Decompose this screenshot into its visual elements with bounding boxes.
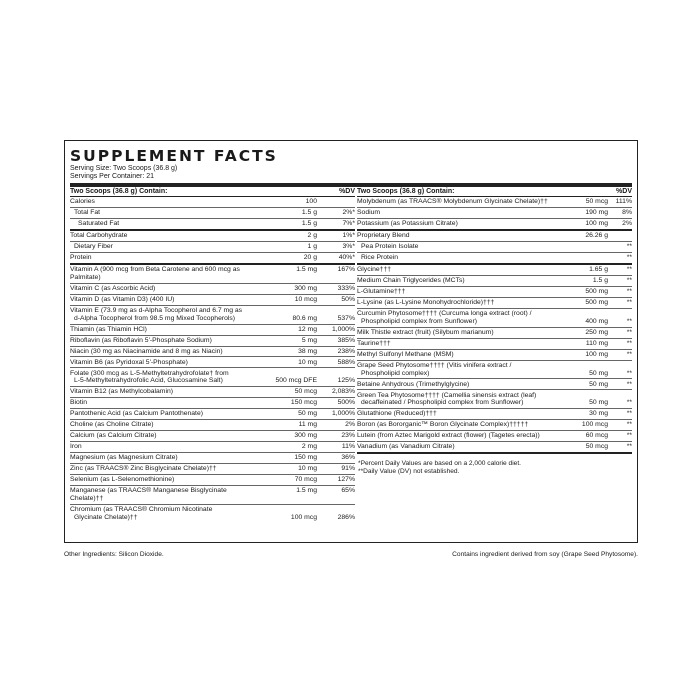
nutrient-amount: 11 mg <box>298 421 317 429</box>
nutrient-label <box>70 348 251 356</box>
nutrient-amount: 12 mg <box>298 325 317 333</box>
panel-title: SUPPLEMENT FACTS <box>70 147 278 165</box>
nutrient-label-line: Vitamin D (as Vitamin D3) (400 IU) <box>70 295 175 303</box>
nutrient-label-line: Vitamin A (900 mcg from Beta Carotene and 600 mcg as Palmitate) <box>70 266 240 281</box>
nutrient-daily-value: 588% <box>337 358 355 366</box>
nutrient-label-line: Niacin (30 mg as Niacinamide and 8 mg as Niacin) <box>70 347 223 355</box>
nutrient-label-line: Curcumin Phytosome†††† (Curcuma longa extract (root) / <box>357 310 532 318</box>
nutrient-daily-value: 500% <box>337 399 355 407</box>
nutrient-label <box>70 359 251 367</box>
nutrient-amount: 1.5 mg <box>296 487 317 495</box>
right-header-label: Two Scoops (36.8 g) Contain: <box>357 187 455 195</box>
nutrient-label <box>357 288 558 296</box>
nutrient-amount: 250 mg <box>585 328 608 336</box>
allergen-note: Contains ingredient derived from soy (Grape Seed Phytosome). <box>452 551 638 558</box>
nutrient-label-line: Potassium (as Potassium Citrate) <box>357 220 458 228</box>
nutrient-row <box>357 265 632 276</box>
nutrient-label <box>70 410 251 418</box>
nutrient-amount: 190 mg <box>585 209 608 217</box>
nutrient-row <box>357 208 632 219</box>
nutrient-daily-value: 167% <box>337 266 355 274</box>
nutrient-label <box>357 340 558 348</box>
nutrient-row <box>357 298 632 309</box>
nutrient-label <box>70 209 251 217</box>
nutrient-label <box>70 232 251 240</box>
nutrient-daily-value: 333% <box>337 284 355 292</box>
nutrient-daily-value: 23% <box>341 432 355 440</box>
nutrient-label <box>357 381 558 389</box>
nutrient-daily-value: ** <box>626 339 632 347</box>
nutrient-label-line: Vitamin E (73.9 mg as d-Alpha Tocopherol and 6.7 mg as <box>70 306 243 314</box>
nutrient-label-line: Pantothenic Acid (as Calcium Pantothenate) <box>70 410 203 418</box>
nutrient-row <box>70 219 355 231</box>
nutrient-label <box>70 432 251 440</box>
nutrient-daily-value: 3%* <box>342 243 355 251</box>
nutrient-label-line: decaffeinated / Phospholipid complex from Sunflower) <box>361 399 524 407</box>
nutrient-label <box>357 266 558 274</box>
nutrient-amount: 1.5 g <box>301 220 317 228</box>
nutrient-amount: 10 mcg <box>294 295 317 303</box>
nutrient-label <box>357 209 558 217</box>
nutrient-daily-value: ** <box>626 317 632 325</box>
nutrient-row <box>70 409 355 420</box>
right-rows <box>357 197 632 454</box>
nutrient-row <box>70 431 355 442</box>
nutrient-amount: 50 mg <box>298 410 317 418</box>
nutrient-daily-value: 50% <box>341 295 355 303</box>
nutrient-label-line: Betaine Anhydrous (Trimethylglycine) <box>357 380 470 388</box>
nutrient-row <box>70 253 355 265</box>
nutrient-label <box>70 487 251 503</box>
nutrient-label <box>357 351 558 359</box>
nutrient-daily-value: ** <box>626 243 632 251</box>
left-rows <box>70 197 355 523</box>
nutrient-row <box>70 475 355 486</box>
nutrient-daily-value: 2% <box>622 220 632 228</box>
nutrient-label-line: Glycinate Chelate)†† <box>74 513 138 521</box>
nutrient-label <box>70 243 251 251</box>
nutrient-row <box>357 442 632 454</box>
nutrient-label-line: Pea Protein Isolate <box>361 243 419 251</box>
nutrient-row <box>357 309 632 328</box>
nutrient-row <box>357 431 632 442</box>
nutrient-daily-value: ** <box>626 443 632 451</box>
nutrient-label-line: Zinc (as TRAACS® Zinc Bisglycinate Chelate)†† <box>70 465 217 473</box>
nutrient-row <box>70 398 355 409</box>
nutrient-daily-value: ** <box>626 277 632 285</box>
nutrient-row <box>70 306 355 325</box>
nutrient-row <box>70 325 355 336</box>
nutrient-label-line: Calories <box>70 198 95 206</box>
nutrient-label-line: Methyl Sulfonyl Methane (MSM) <box>357 350 454 358</box>
nutrient-label-line: Selenium (as L-Selenomethionine) <box>70 476 175 484</box>
nutrient-daily-value: ** <box>626 421 632 429</box>
nutrient-daily-value: 1,000% <box>331 325 355 333</box>
left-header-dv: %DV <box>339 187 355 195</box>
nutrient-label-line: Saturated Fat <box>78 220 120 228</box>
nutrient-daily-value: ** <box>626 350 632 358</box>
nutrient-label <box>70 421 251 429</box>
nutrient-amount: 110 mg <box>585 339 608 347</box>
nutrient-amount: 300 mg <box>294 284 317 292</box>
nutrient-row <box>357 253 632 265</box>
nutrient-label <box>357 220 558 228</box>
nutrient-label-line: Green Tea Phytosome†††† (Camellia sinensis extract (leaf) <box>357 391 537 399</box>
nutrient-label <box>70 370 251 386</box>
nutrient-label-line: Biotin <box>70 399 88 407</box>
nutrient-label-line: Calcium (as Calcium Citrate) <box>70 432 157 440</box>
nutrient-label <box>357 392 558 408</box>
nutrient-daily-value: 2,083% <box>331 388 355 396</box>
nutrient-daily-value: 91% <box>341 465 355 473</box>
nutrient-row <box>357 197 632 208</box>
nutrient-label-line: Total Carbohydrate <box>70 232 128 240</box>
nutrient-label-line: Chromium (as TRAACS® Chromium Nicotinate <box>70 506 213 514</box>
nutrient-amount: 26.26 g <box>585 232 608 240</box>
nutrient-row <box>70 453 355 464</box>
nutrient-daily-value: 125% <box>337 377 355 385</box>
nutrient-daily-value: 1%* <box>342 232 355 240</box>
nutrient-label-line: Glutathione (Reduced)††† <box>357 410 437 418</box>
nutrient-label <box>357 432 558 440</box>
nutrient-row <box>70 265 355 284</box>
nutrient-row <box>357 276 632 287</box>
nutrient-daily-value: 127% <box>337 476 355 484</box>
nutrient-row <box>70 197 355 208</box>
nutrient-row <box>70 357 355 368</box>
nutrient-label-line: Vanadium (as Vanadium Citrate) <box>357 443 455 451</box>
nutrient-amount: 1.5 g <box>592 277 608 285</box>
nutrient-label-line: Medium Chain Triglycerides (MCTs) <box>357 277 465 285</box>
nutrient-amount: 10 mg <box>298 465 317 473</box>
nutrient-daily-value <box>612 232 632 240</box>
nutrient-daily-value: ** <box>626 328 632 336</box>
nutrient-daily-value: ** <box>626 299 632 307</box>
supplement-facts-panel <box>64 140 638 543</box>
footnote-percent-dv: *Percent Daily Values are based on a 2,000 calorie diet. <box>358 460 521 468</box>
nutrient-label <box>357 362 558 378</box>
nutrient-daily-value: ** <box>626 399 632 407</box>
nutrient-amount: 2 g <box>307 232 317 240</box>
other-ingredients: Other Ingredients: Silicon Dioxide. <box>64 551 164 558</box>
nutrient-label <box>357 243 558 251</box>
right-column-header <box>357 187 632 198</box>
nutrient-daily-value: 385% <box>337 336 355 344</box>
nutrient-label <box>70 198 251 206</box>
footnotes <box>357 460 632 476</box>
nutrient-daily-value: 111% <box>615 198 632 206</box>
nutrient-label-line: Total Fat <box>74 209 101 217</box>
nutrient-row <box>357 219 632 231</box>
nutrient-label <box>70 388 251 396</box>
nutrient-amount: 1.5 mg <box>296 266 317 274</box>
nutrient-row <box>357 242 632 253</box>
nutrient-row <box>357 328 632 339</box>
nutrient-amount: 1.5 g <box>301 209 317 217</box>
nutrient-amount: 50 mg <box>589 369 608 377</box>
nutrient-label-line: Folate (300 mcg as L-5-Methyltetrahydrofolate† from <box>70 369 229 377</box>
footnote-dv-not-established: **Daily Value (DV) not established. <box>358 468 460 476</box>
nutrient-label <box>357 277 558 285</box>
nutrient-amount: 2 mg <box>301 443 317 451</box>
nutrient-daily-value: 36% <box>341 454 355 462</box>
nutrient-label-line: Phospholipid complex) <box>361 369 430 377</box>
nutrient-amount: 100 mcg <box>581 421 608 429</box>
nutrient-label <box>357 443 558 451</box>
nutrient-daily-value: 65% <box>341 487 355 495</box>
nutrient-label <box>70 307 251 323</box>
nutrient-label-line: Protein <box>70 254 92 262</box>
nutrient-label <box>70 399 251 407</box>
nutrient-row <box>357 350 632 361</box>
nutrient-label <box>70 220 251 228</box>
nutrient-row <box>70 231 355 242</box>
nutrient-daily-value: ** <box>626 266 632 274</box>
nutrient-amount: 30 mg <box>589 410 608 418</box>
nutrient-daily-value: ** <box>626 380 632 388</box>
nutrient-daily-value: 11% <box>341 443 355 451</box>
nutrient-amount: 500 mcg DFE <box>275 377 317 385</box>
nutrient-row <box>70 486 355 505</box>
nutrient-amount: 150 mcg <box>290 399 317 407</box>
nutrient-daily-value: ** <box>626 410 632 418</box>
left-column-header <box>70 187 355 198</box>
nutrient-amount <box>558 243 612 251</box>
nutrient-daily-value: ** <box>626 254 632 262</box>
nutrient-label <box>357 421 558 429</box>
nutrient-label-line: Rice Protein <box>361 254 399 262</box>
nutrient-label-line: Taurine††† <box>357 339 391 347</box>
serving-size: Serving Size: Two Scoops (36.8 g) <box>70 165 178 172</box>
nutrient-row <box>357 361 632 380</box>
nutrient-amount: 50 mcg <box>585 198 608 206</box>
nutrient-row <box>70 442 355 453</box>
nutrient-label <box>70 254 251 262</box>
nutrient-label <box>70 454 251 462</box>
nutrient-amount: 50 mcg <box>294 388 317 396</box>
nutrient-row <box>70 420 355 431</box>
nutrient-label <box>70 266 251 282</box>
nutrient-amount: 100 mg <box>585 220 608 228</box>
nutrient-daily-value: 7%* <box>342 220 355 228</box>
nutrient-amount: 1.65 g <box>589 266 608 274</box>
nutrient-label <box>70 506 251 522</box>
nutrient-row <box>70 505 355 523</box>
nutrient-row <box>70 336 355 347</box>
nutrient-label-line: Phospholipid complex from Sunflower) <box>361 317 477 325</box>
nutrient-label-line: Iron <box>70 443 82 451</box>
nutrient-label-line: L-5-Methyltetrahydrofolic Acid, Glucosamine Salt) <box>74 377 223 385</box>
nutrient-label-line: Riboflavin (as Riboflavin 5'-Phosphate Sodium) <box>70 336 212 344</box>
nutrient-row <box>70 368 355 387</box>
nutrient-daily-value: ** <box>626 432 632 440</box>
nutrient-daily-value: 238% <box>337 347 355 355</box>
nutrient-label-line: Lutein (from Aztec Marigold extract (flower) (Tagetes erecta)) <box>357 432 540 440</box>
nutrient-label <box>357 299 558 307</box>
nutrient-amount <box>558 254 612 262</box>
nutrient-label-line: Dietary Fiber <box>74 243 113 251</box>
nutrient-label <box>70 285 251 293</box>
nutrient-daily-value: ** <box>626 288 632 296</box>
nutrient-label-line: Molybdenum (as TRAACS® Molybdenum Glycinate Chelate)†† <box>357 198 548 206</box>
nutrient-row <box>70 284 355 295</box>
nutrient-amount: 400 mg <box>585 317 608 325</box>
nutrient-amount: 50 mg <box>589 380 608 388</box>
nutrient-label-line: d-Alpha Tocopherol from 98.5 mg Mixed Tocopherols) <box>74 314 236 322</box>
nutrient-amount: 38 mg <box>298 347 317 355</box>
nutrient-label-line: Glycine††† <box>357 266 392 274</box>
nutrient-row <box>357 390 632 409</box>
nutrient-label <box>70 443 251 451</box>
nutrient-amount: 100 mcg <box>290 513 317 521</box>
right-column <box>357 187 632 523</box>
nutrient-label <box>357 254 558 262</box>
nutrient-label <box>357 329 558 337</box>
left-header-label: Two Scoops (36.8 g) Contain: <box>70 187 168 195</box>
nutrient-label <box>70 296 251 304</box>
nutrient-amount: 100 <box>305 198 317 206</box>
nutrient-label <box>70 326 251 334</box>
nutrient-amount: 60 mcg <box>585 432 608 440</box>
nutrient-label <box>357 232 558 240</box>
nutrient-row <box>357 231 632 242</box>
nutrient-label-line: Manganese (as TRAACS® Manganese Bisglycinate Chelate)†† <box>70 487 227 503</box>
servings-per-container: Servings Per Container: 21 <box>70 173 155 181</box>
nutrient-label <box>357 410 558 418</box>
nutrient-row <box>357 379 632 390</box>
nutrient-amount: 70 mcg <box>294 476 317 484</box>
nutrient-label-line: Thiamin (as Thiamin HCl) <box>70 325 147 333</box>
nutrient-label-line: Vitamin C (as Ascorbic Acid) <box>70 284 156 292</box>
nutrient-label-line: Magnesium (as Magnesium Citrate) <box>70 454 178 462</box>
nutrient-row <box>70 208 355 219</box>
nutrient-label-line: L-Glutamine††† <box>357 288 406 296</box>
nutrient-daily-value: 8% <box>622 209 632 217</box>
nutrient-label-line: Choline (as Choline Citrate) <box>70 421 154 429</box>
right-header-dv: %DV <box>616 187 632 195</box>
nutrient-label <box>357 310 558 326</box>
nutrient-daily-value: 1,000% <box>331 410 355 418</box>
nutrient-row <box>70 464 355 475</box>
nutrient-daily-value: ** <box>626 369 632 377</box>
facts-columns <box>70 187 632 523</box>
nutrient-amount: 100 mg <box>585 350 608 358</box>
nutrient-label-line: Sodium <box>357 209 381 217</box>
nutrient-row <box>70 387 355 398</box>
nutrient-label-line: Vitamin B6 (as Pyridoxal 5'-Phosphate) <box>70 358 188 366</box>
nutrient-row <box>357 339 632 350</box>
nutrient-label <box>70 465 251 473</box>
nutrient-amount: 1 g <box>307 243 317 251</box>
nutrient-amount: 5 mg <box>301 336 317 344</box>
nutrient-label-line: Boron (as Bororganic™ Boron Glycinate Complex)††††† <box>357 421 529 429</box>
nutrient-row <box>70 242 355 253</box>
nutrient-label-line: Grape Seed Phytosome†††† (Vitis vinifera extract / <box>357 361 512 369</box>
nutrient-label <box>357 198 558 206</box>
nutrient-amount: 300 mg <box>294 432 317 440</box>
nutrient-label-line: Proprietary Blend <box>357 232 410 240</box>
nutrient-amount: 10 mg <box>298 358 317 366</box>
nutrient-row <box>357 420 632 431</box>
left-column <box>70 187 355 523</box>
nutrient-amount: 80.6 mg <box>292 314 317 322</box>
nutrient-amount: 500 mg <box>585 299 608 307</box>
nutrient-label <box>70 476 251 484</box>
nutrient-daily-value: 537% <box>337 314 355 322</box>
nutrient-row <box>70 295 355 306</box>
nutrient-daily-value: 2%* <box>342 209 355 217</box>
nutrient-amount: 20 g <box>303 254 317 262</box>
nutrient-amount: 50 mcg <box>585 443 608 451</box>
nutrient-label-line: L-Lysine (as L-Lysine Monohydrochloride)††† <box>357 299 495 307</box>
nutrient-row <box>357 409 632 420</box>
nutrient-daily-value: 40%* <box>338 254 355 262</box>
nutrient-amount: 50 mg <box>589 399 608 407</box>
nutrient-label <box>70 337 251 345</box>
nutrient-label-line: Milk Thistle extract (fruit) (Silybum marianum) <box>357 328 494 336</box>
nutrient-daily-value <box>321 198 355 206</box>
nutrient-label-line: Vitamin B12 (as Methylcobalamin) <box>70 388 174 396</box>
nutrient-row <box>357 287 632 298</box>
nutrient-amount: 150 mg <box>294 454 317 462</box>
nutrient-daily-value: 2% <box>345 421 355 429</box>
nutrient-daily-value: 286% <box>337 513 355 521</box>
nutrient-row <box>70 347 355 358</box>
nutrient-amount: 500 mg <box>585 288 608 296</box>
